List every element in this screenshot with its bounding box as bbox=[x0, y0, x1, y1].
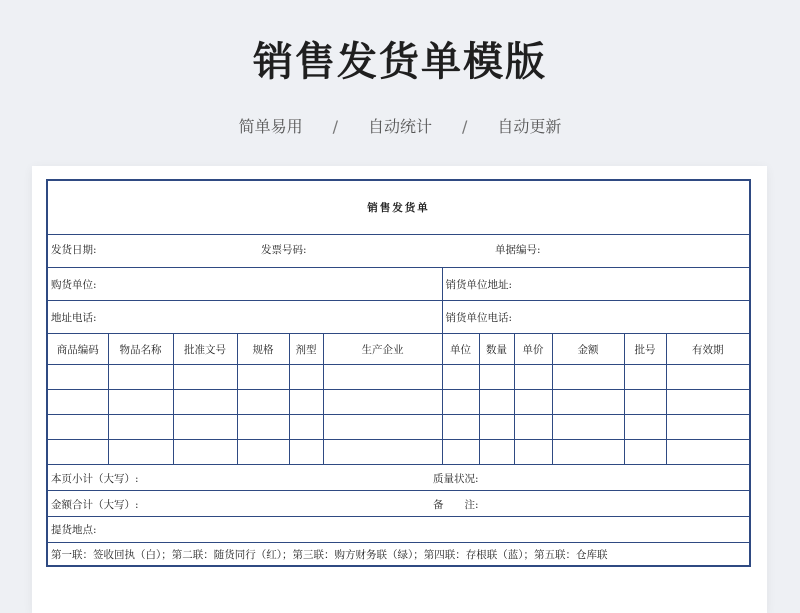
table-cell[interactable] bbox=[552, 440, 624, 465]
info-row bbox=[47, 235, 750, 268]
table-cell[interactable] bbox=[237, 415, 289, 440]
table-cell[interactable] bbox=[624, 415, 666, 440]
invoice-no-label: 发票号码: bbox=[261, 244, 307, 256]
table-cell[interactable] bbox=[552, 415, 624, 440]
col-dosage-form: 剂型 bbox=[289, 334, 323, 365]
separator: / bbox=[332, 117, 338, 136]
table-cell[interactable] bbox=[47, 390, 108, 415]
feature-auto-stats: 自动统计 bbox=[367, 117, 432, 136]
table-cell[interactable] bbox=[173, 390, 237, 415]
col-unit: 单位 bbox=[442, 334, 479, 365]
table-cell[interactable] bbox=[624, 390, 666, 415]
table-cell[interactable] bbox=[552, 365, 624, 390]
table-row bbox=[47, 365, 750, 390]
table-row bbox=[47, 440, 750, 465]
shipping-form-table bbox=[46, 179, 751, 567]
col-unit-price: 单价 bbox=[514, 334, 552, 365]
table-cell[interactable] bbox=[666, 440, 750, 465]
col-product-code: 商品编码 bbox=[47, 334, 108, 365]
table-cell[interactable] bbox=[108, 415, 173, 440]
table-cell[interactable] bbox=[108, 365, 173, 390]
feature-auto-update: 自动更新 bbox=[497, 117, 562, 136]
table-cell[interactable] bbox=[323, 390, 442, 415]
table-cell[interactable] bbox=[108, 390, 173, 415]
table-cell[interactable] bbox=[442, 365, 479, 390]
table-cell[interactable] bbox=[552, 390, 624, 415]
address-phone-field[interactable]: 地址电话: bbox=[47, 301, 442, 334]
table-cell[interactable] bbox=[442, 440, 479, 465]
col-item-name: 物品名称 bbox=[108, 334, 173, 365]
table-cell[interactable] bbox=[442, 415, 479, 440]
table-cell[interactable] bbox=[237, 390, 289, 415]
table-cell[interactable] bbox=[624, 440, 666, 465]
col-spec: 规格 bbox=[237, 334, 289, 365]
subtotal-label: 本页小计（大写）: bbox=[51, 473, 139, 485]
table-cell[interactable] bbox=[666, 415, 750, 440]
subtotal-row[interactable] bbox=[47, 465, 750, 491]
table-cell[interactable] bbox=[173, 415, 237, 440]
copies-note: 第一联：签收回执（白）；第二联：随货同行（红）；第三联：购方财务联（绿）；第四联：存根联（蓝）；第五联：仓库联 bbox=[47, 543, 750, 567]
quality-label: 质量状况: bbox=[433, 473, 479, 485]
form-title: 销售发货单 bbox=[47, 180, 750, 235]
table-cell[interactable] bbox=[514, 415, 552, 440]
table-cell[interactable] bbox=[108, 440, 173, 465]
seller-phone-field[interactable]: 销货单位电话: bbox=[442, 301, 750, 334]
table-cell[interactable] bbox=[624, 365, 666, 390]
table-cell[interactable] bbox=[173, 365, 237, 390]
table-cell[interactable] bbox=[289, 365, 323, 390]
table-cell[interactable] bbox=[479, 390, 514, 415]
table-cell[interactable] bbox=[173, 440, 237, 465]
table-cell[interactable] bbox=[442, 390, 479, 415]
col-manufacturer: 生产企业 bbox=[323, 334, 442, 365]
col-approval-no: 批准文号 bbox=[173, 334, 237, 365]
table-row bbox=[47, 390, 750, 415]
remark-label: 备 注: bbox=[433, 499, 479, 511]
table-cell[interactable] bbox=[237, 440, 289, 465]
table-cell[interactable] bbox=[47, 440, 108, 465]
col-expiry: 有效期 bbox=[666, 334, 750, 365]
table-cell[interactable] bbox=[479, 365, 514, 390]
table-cell[interactable] bbox=[47, 365, 108, 390]
feature-subtitle bbox=[0, 114, 800, 137]
ship-date-label: 发货日期: bbox=[51, 244, 97, 256]
col-quantity: 数量 bbox=[479, 334, 514, 365]
table-cell[interactable] bbox=[666, 365, 750, 390]
pickup-location-field[interactable]: 提货地点: bbox=[47, 517, 750, 543]
table-cell[interactable] bbox=[289, 440, 323, 465]
table-cell[interactable] bbox=[514, 365, 552, 390]
total-row[interactable] bbox=[47, 491, 750, 517]
page-title: 销售发货单模版 bbox=[253, 39, 547, 85]
table-cell[interactable] bbox=[514, 440, 552, 465]
table-cell[interactable] bbox=[289, 415, 323, 440]
seller-address-field[interactable]: 销货单位地址: bbox=[442, 268, 750, 301]
table-cell[interactable] bbox=[323, 415, 442, 440]
table-cell[interactable] bbox=[323, 440, 442, 465]
table-cell[interactable] bbox=[47, 415, 108, 440]
table-cell[interactable] bbox=[514, 390, 552, 415]
doc-no-label: 单据编号: bbox=[495, 244, 541, 256]
table-cell[interactable] bbox=[479, 440, 514, 465]
separator: / bbox=[462, 117, 468, 136]
form-paper bbox=[32, 166, 767, 613]
table-cell[interactable] bbox=[237, 365, 289, 390]
col-amount: 金额 bbox=[552, 334, 624, 365]
col-batch-no: 批号 bbox=[624, 334, 666, 365]
feature-easy: 简单易用 bbox=[238, 117, 303, 136]
table-cell[interactable] bbox=[323, 365, 442, 390]
buyer-field[interactable]: 购货单位: bbox=[47, 268, 442, 301]
total-label: 金额合计（大写）: bbox=[51, 499, 139, 511]
table-cell[interactable] bbox=[666, 390, 750, 415]
table-cell[interactable] bbox=[289, 390, 323, 415]
table-row bbox=[47, 415, 750, 440]
table-cell[interactable] bbox=[479, 415, 514, 440]
